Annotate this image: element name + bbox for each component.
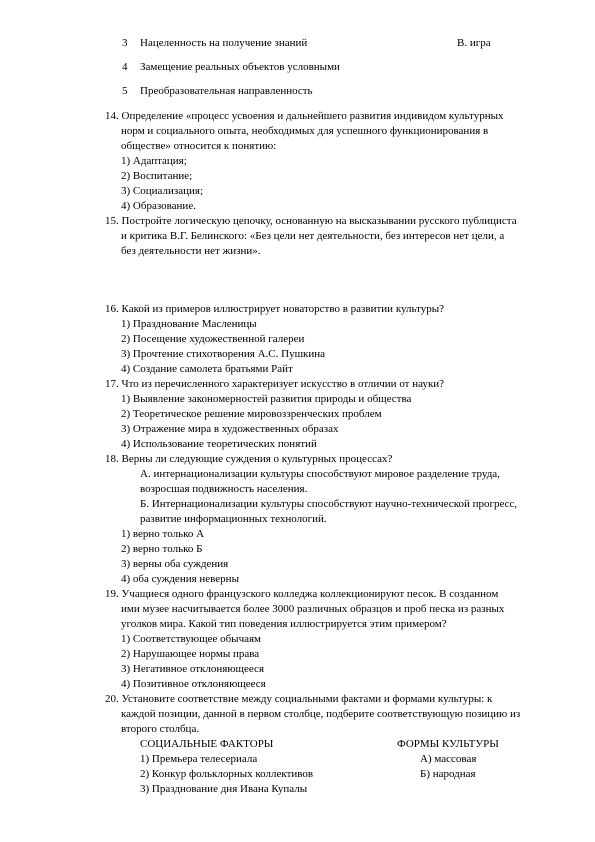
statement-a: возросшая подвижность населения. [140, 483, 308, 495]
question-text: 14. Определение «процесс усвоения и дальнейшего развития индивидом культурных [105, 110, 504, 122]
list-number: 5 [122, 85, 128, 97]
list-number: 3 [122, 37, 128, 49]
question-text: второго столбца. [121, 723, 200, 735]
question-text: без деятельности нет жизни». [121, 245, 261, 257]
answer-option: 4) Позитивное отклоняющееся [121, 678, 266, 690]
list-number: 4 [122, 61, 128, 73]
answer-option: 3) Отражение мира в художественных образах [121, 423, 339, 435]
list-text: Замещение реальных объектов условными [140, 61, 340, 73]
answer-option: 1) верно только А [121, 528, 205, 540]
column-header: ФОРМЫ КУЛЬТУРЫ [397, 738, 499, 750]
answer-option: 4) Создание самолета братьями Райт [121, 363, 293, 375]
question-text: 17. Что из перечисленного характеризует искусство в отличии от науки? [105, 378, 445, 390]
statement-b: развитие информационных технологий. [140, 513, 327, 525]
question-text: 20. Установите соответствие между социальными фактами и формами культуры: к [105, 693, 493, 705]
answer-option: 3) Социализация; [121, 185, 203, 197]
answer-option: 1) Празднование Масленицы [121, 318, 257, 330]
match-item: Б) народная [420, 768, 476, 780]
answer-option: 1) Выявление закономерностей развития природы и общества [121, 393, 412, 405]
question-text: 19. Учащиеся одного французского колледжа коллекционируют песок. В созданном [105, 588, 499, 600]
question-text: ими музее насчитывается более 3000 различных образцов и проб песка из разных [121, 603, 505, 615]
question-text: норм и социального опыта, необходимых для успешного функционирования в [121, 125, 489, 137]
list-item [122, 37, 308, 50]
answer-option: 1) Адаптация; [121, 155, 187, 167]
question-text: уголков мира. Какой тип поведения иллюстрируется этим примером? [121, 618, 447, 630]
answer-option: 4) оба суждения неверны [121, 573, 239, 585]
list-text: Нацеленность на получение знаний [140, 37, 308, 49]
answer-option: 2) Теоретическое решение мировоззренческих проблем [121, 408, 382, 420]
answer-option: 2) Нарушающее нормы права [121, 648, 260, 660]
list-text: Преобразовательная направленность [140, 85, 313, 97]
question-text: 18. Верны ли следующие суждения о культурных процессах? [105, 453, 393, 465]
answer-option: 3) Прочтение стихотворения А.С. Пушкина [121, 348, 326, 360]
answer-option: 2) Посещение художественной галереи [121, 333, 305, 345]
match-item: А) массовая [420, 753, 477, 765]
match-item: 3) Празднование дня Ивана Купалы [140, 783, 308, 795]
answer-option: 3) Негативное отклоняющееся [121, 663, 264, 675]
question-text: каждой позиции, данной в первом столбце, подберите соответствующую позицию из [121, 708, 521, 720]
match-item: 1) Премьера телесериала [140, 753, 258, 765]
answer-option: 4) Образование. [121, 200, 196, 212]
question-text: 15. Постройте логическую цепочку, основанную на высказывании русского публициста [105, 215, 517, 227]
statement-b: Б. Интернационализации культуры способствуют научно-технической прогресс, [140, 498, 518, 510]
question-text: и критика В.Г. Белинского: «Без цели нет деятельности, без интересов нет цели, а [121, 230, 505, 242]
list-item [122, 85, 313, 98]
answer-option: 2) верно только Б [121, 543, 203, 555]
answer-option: 3) верны оба суждения [121, 558, 229, 570]
list-item [122, 61, 340, 74]
question-text: обществе» относится к понятию: [121, 140, 277, 152]
answer-option: 4) Использование теоретических понятий [121, 438, 317, 450]
answer-option: 1) Соответствующее обычаям [121, 633, 261, 645]
question-text: 16. Какой из примеров иллюстрирует новаторство в развитии культуры? [105, 303, 445, 315]
list-right-text: B. игра [457, 37, 491, 49]
answer-option: 2) Воспитание; [121, 170, 193, 182]
match-item: 2) Конкур фольклорных коллективов [140, 768, 314, 780]
statement-a: А. интернационализации культуры способствуют мировое разделение труда, [140, 468, 500, 480]
column-header: СОЦИАЛЬНЫЕ ФАКТОРЫ [140, 738, 274, 750]
